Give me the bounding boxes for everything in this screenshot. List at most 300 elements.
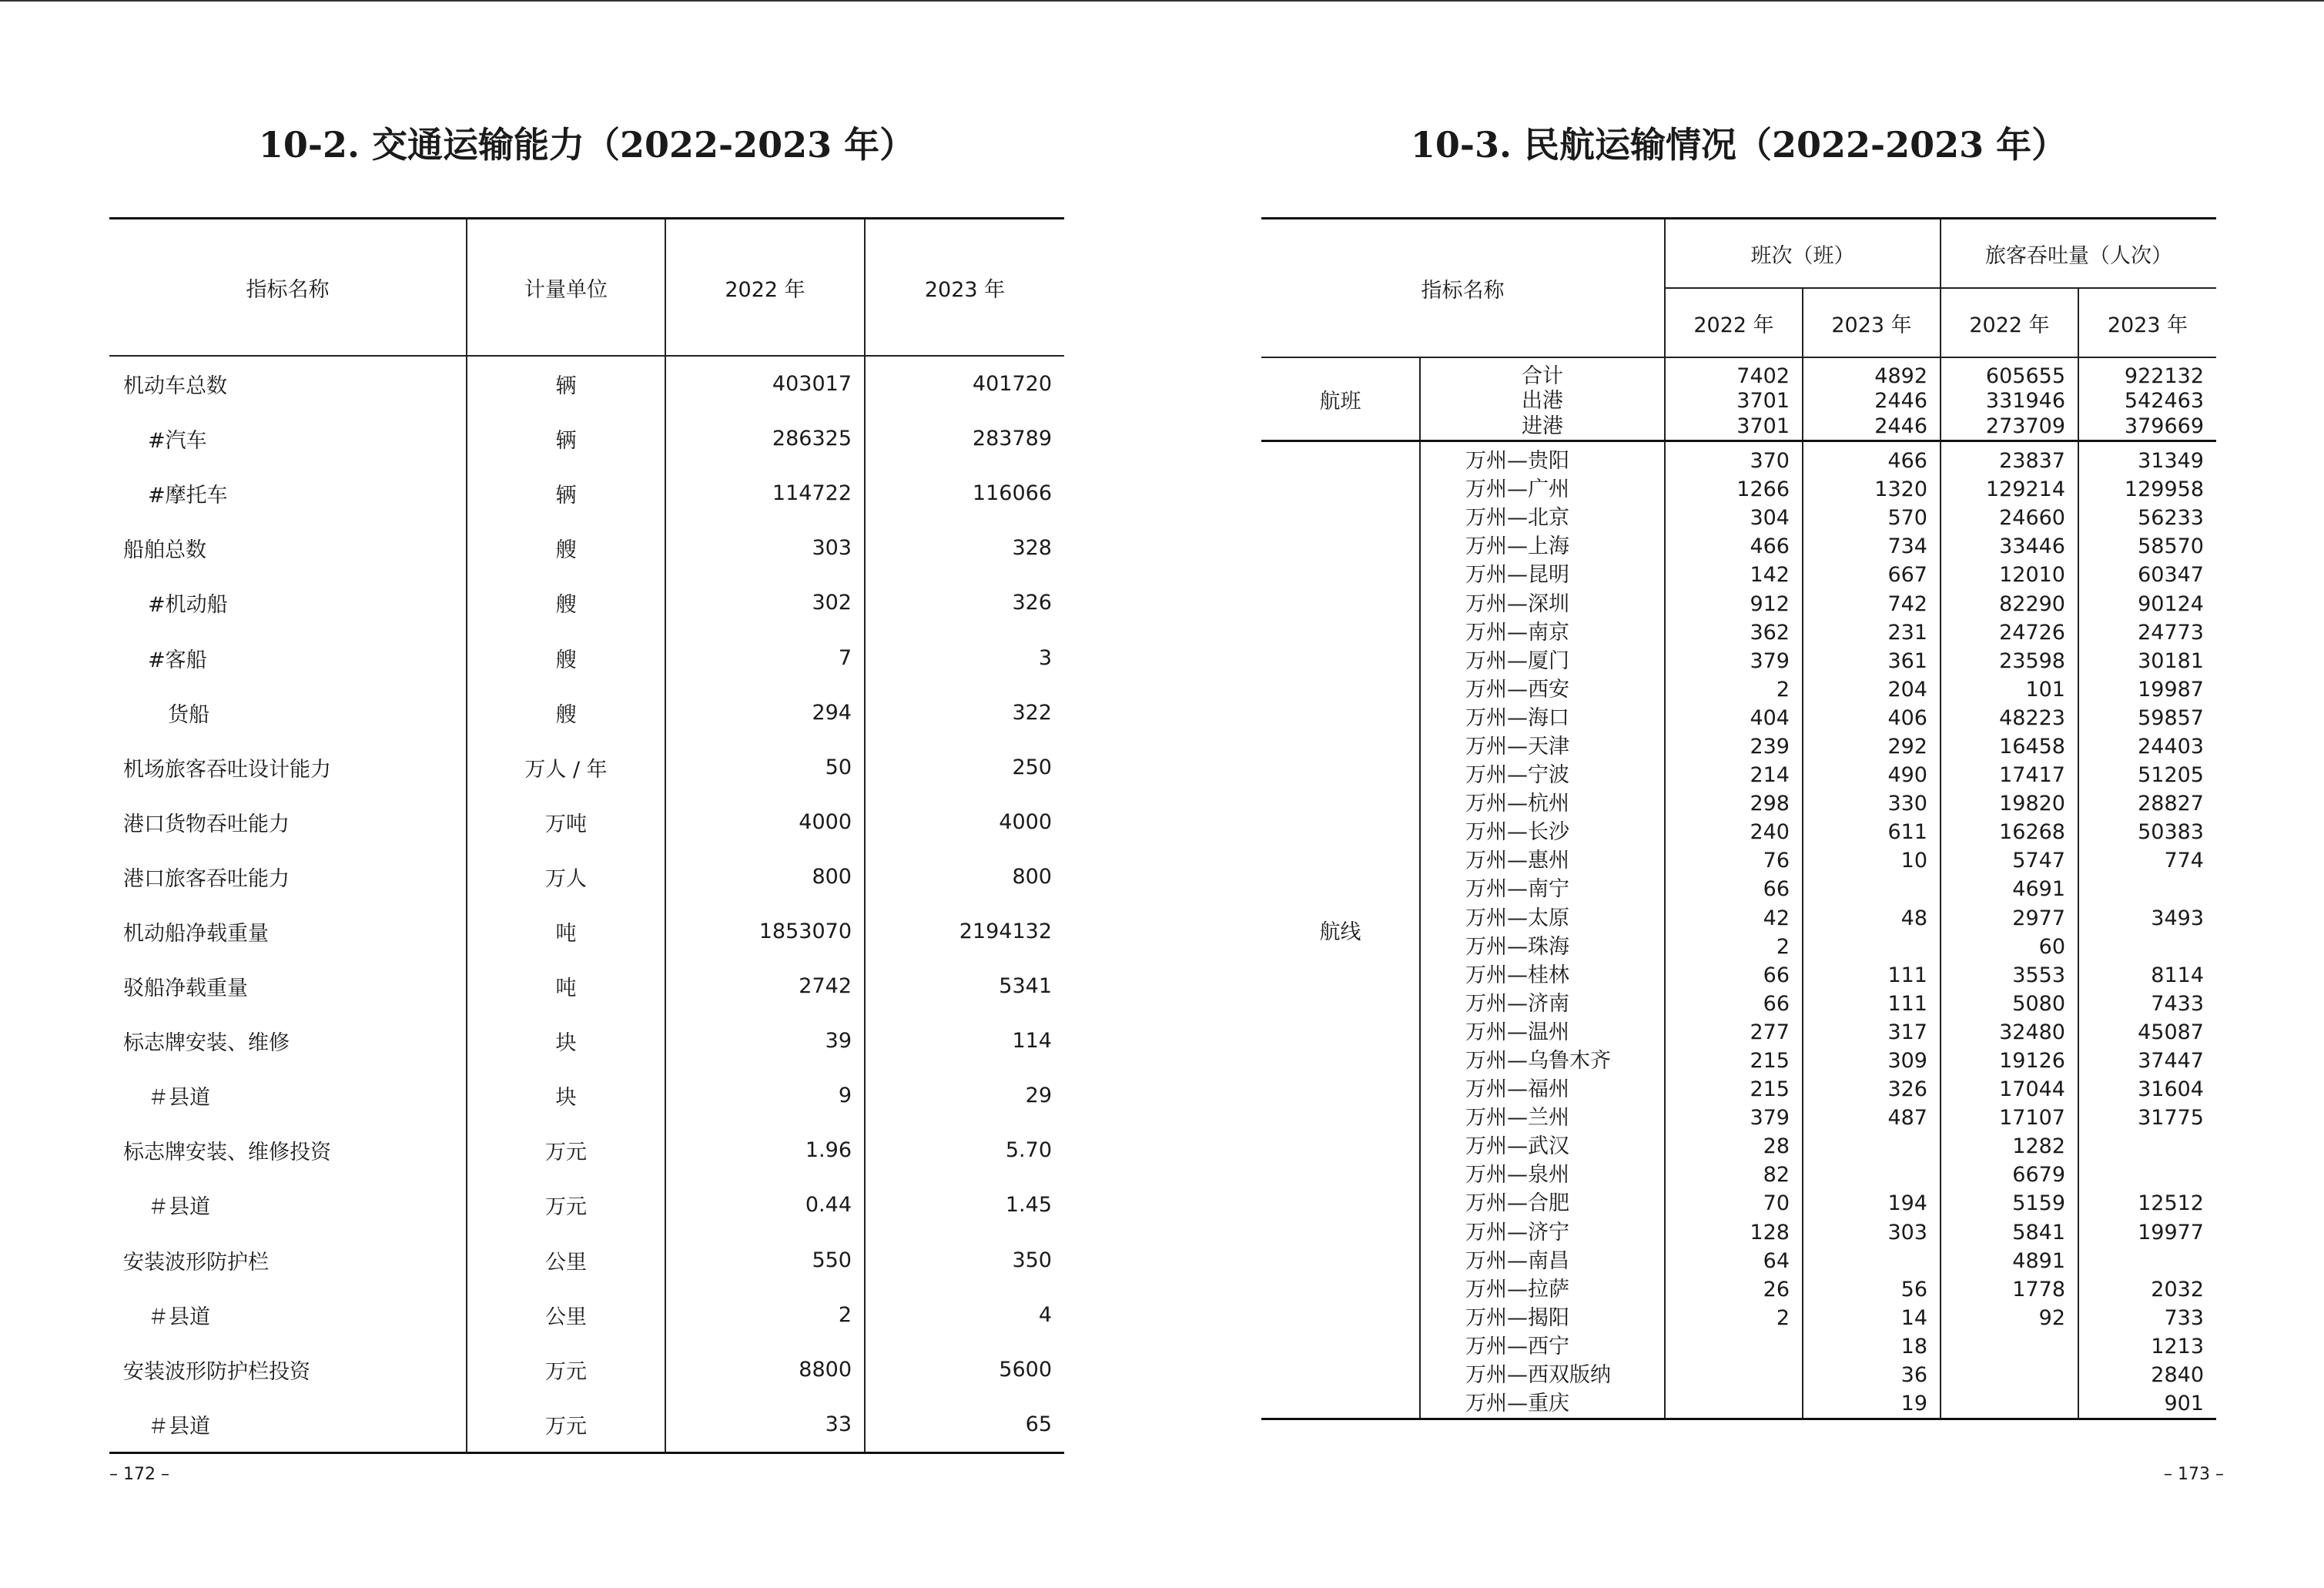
indicator-name: 驳船净载重量 [123,977,248,1001]
flights-2023 [1803,1132,1941,1161]
route-label: 万州—宁波 [1420,761,1665,789]
flights-2022: 239 [1665,732,1803,761]
indicator-name: 港口旅客吞吐能力 [123,866,290,891]
flights-2023: 14 [1803,1304,1941,1332]
table-row [109,1123,1064,1178]
passengers-2022: 3553 [1941,961,2078,990]
passengers-2022: 33446 [1941,532,2078,561]
value-2022: 50 [665,740,865,795]
indicator-name: 货船 [168,702,209,727]
value-2023: 326 [865,575,1064,630]
route-label: 万州—广州 [1420,475,1665,504]
passengers-2022 [1941,1361,2078,1389]
flights-2023: 204 [1803,675,1941,704]
passengers-2023: 2032 [2078,1275,2216,1304]
passengers-2023: 1213 [2078,1332,2216,1361]
unit-cell: 艘 [467,575,665,630]
route-label: 万州—南宁 [1420,875,1665,903]
passengers-2023: 19987 [2078,675,2216,704]
passengers-2022: 101 [1941,675,2078,704]
flights-2022: 28 [1665,1132,1803,1161]
table-row [109,1397,1064,1453]
unit-cell: 艘 [467,685,665,740]
passengers-2023: 58570 [2078,532,2216,561]
passengers-2023: 774 [2078,846,2216,875]
passengers-2023: 7433 [2078,990,2216,1018]
indicator-name: #机动船 [148,593,228,618]
unit-cell: 万元 [467,1397,665,1453]
value-2023: 250 [865,740,1064,795]
value-2023: 29 [865,1068,1064,1123]
passengers-2023: 51205 [2078,761,2216,789]
value-2022: 114722 [665,466,865,521]
flights-2022: 142 [1665,561,1803,589]
passengers-2023: 30181 [2078,647,2216,675]
table-row [109,959,1064,1013]
flights-2022: 70 [1665,1189,1803,1218]
passengers-2023: 901 [2078,1389,2216,1419]
category-flights: 航班 [1261,357,1420,441]
indicator-name: #摩托车 [148,484,228,508]
flights-2023: 36 [1803,1361,1941,1389]
unit-cell: 万人 / 年 [467,740,665,795]
route-label: 万州—济宁 [1420,1218,1665,1247]
passengers-2022: 24726 [1941,618,2078,647]
flights-2023: 231 [1803,618,1941,647]
flights-2023: 2446 [1803,414,1941,441]
passengers-2022: 23598 [1941,647,2078,675]
flights-2023 [1803,1161,1941,1189]
flights-2023: 490 [1803,761,1941,789]
unit-cell: 辆 [467,356,665,411]
indicator-name: 安装波形防护栏 [123,1250,269,1275]
table-row [109,1178,1064,1232]
flights-2023: 56 [1803,1275,1941,1304]
passengers-2023: 733 [2078,1304,2216,1332]
unit-cell: 吨 [467,959,665,1013]
page-number-right: – 173 – [2164,1465,2224,1484]
civil-aviation-body [1261,357,2216,1419]
value-2022: 1853070 [665,904,865,959]
transport-capacity-body [109,356,1064,1452]
flights-2023 [1803,1247,1941,1275]
passengers-2022: 16268 [1941,818,2078,846]
flights-2022: 215 [1665,1075,1803,1104]
value-2022: 39 [665,1013,865,1068]
flights-2023: 194 [1803,1189,1941,1218]
unit-cell: 吨 [467,904,665,959]
unit-cell: 块 [467,1068,665,1123]
route-label: 万州—海口 [1420,704,1665,732]
passengers-2022: 60 [1941,933,2078,961]
flights-2022: 379 [1665,647,1803,675]
passengers-2023: 379669 [2078,414,2216,441]
flights-2022: 66 [1665,990,1803,1018]
flights-2022: 2 [1665,933,1803,961]
route-label: 万州—太原 [1420,904,1665,933]
value-2022: 294 [665,685,865,740]
route-label: 万州—福州 [1420,1075,1665,1104]
passengers-2023 [2078,875,2216,903]
flights-2022: 370 [1665,441,1803,476]
unit-cell: 艘 [467,521,665,575]
passengers-2023: 37447 [2078,1047,2216,1075]
table-row [109,685,1064,740]
value-2022: 2 [665,1288,865,1342]
flights-2022 [1665,1389,1803,1419]
route-label: 万州—揭阳 [1420,1304,1665,1332]
flights-2022: 66 [1665,875,1803,903]
table-row [109,904,1064,959]
flights-2023: 111 [1803,990,1941,1018]
flights-2022: 466 [1665,532,1803,561]
indicator-name: 标志牌安装、维修投资 [123,1141,331,1165]
flights-2022: 26 [1665,1275,1803,1304]
flights-2023: 742 [1803,589,1941,618]
page-number-left: – 172 – [109,1465,169,1484]
value-2023: 322 [865,685,1064,740]
value-2022: 2742 [665,959,865,1013]
flights-2022: 404 [1665,704,1803,732]
unit-cell: 公里 [467,1288,665,1342]
flights-2023: 734 [1803,532,1941,561]
route-label: 万州—昆明 [1420,561,1665,589]
flights-2022: 3701 [1665,389,1803,414]
unit-cell: 万元 [467,1123,665,1178]
flights-2023: 570 [1803,504,1941,532]
route-label: 万州—西安 [1420,675,1665,704]
passengers-2022: 19820 [1941,789,2078,818]
flights-2023: 487 [1803,1104,1941,1132]
flights-2022 [1665,1332,1803,1361]
flights-2023: 303 [1803,1218,1941,1247]
passengers-2023: 542463 [2078,389,2216,414]
flights-2023: 330 [1803,789,1941,818]
table-row [1261,441,2216,476]
passengers-2022: 17044 [1941,1075,2078,1104]
table-row [109,630,1064,685]
passengers-2023: 28827 [2078,789,2216,818]
table-row [109,356,1064,411]
value-2023: 2194132 [865,904,1064,959]
table-row [1261,357,2216,389]
table-header-row [1261,219,2216,289]
passengers-2023: 922132 [2078,357,2216,389]
table-row [109,1233,1064,1288]
route-label: 万州—桂林 [1420,961,1665,990]
indicator-name: 机动船净载重量 [123,921,269,946]
indicator-name: 机动车总数 [123,374,227,399]
table-row [109,1013,1064,1068]
route-label: 万州—厦门 [1420,647,1665,675]
passengers-2022: 5159 [1941,1189,2078,1218]
table-row [109,411,1064,466]
passengers-2022: 92 [1941,1304,2078,1332]
table-row [109,740,1064,795]
unit-cell: 万元 [467,1342,665,1397]
passengers-2022: 273709 [1941,414,2078,441]
passengers-2023: 12512 [2078,1189,2216,1218]
value-2022: 33 [665,1397,865,1453]
route-label: 万州—拉萨 [1420,1275,1665,1304]
passengers-2023: 31349 [2078,441,2216,476]
flights-2023: 317 [1803,1018,1941,1047]
flights-2022: 215 [1665,1047,1803,1075]
passengers-2023: 50383 [2078,818,2216,846]
header-flights-2023: 2023 年 [1803,288,1941,357]
value-2023: 5341 [865,959,1064,1013]
route-label: 万州—深圳 [1420,589,1665,618]
unit-cell: 辆 [467,466,665,521]
passengers-2023 [2078,1132,2216,1161]
table-row [109,849,1064,904]
value-2023: 114 [865,1013,1064,1068]
table-row [109,521,1064,575]
left-table-title: 10-2. 交通运输能力（2022-2023 年） [258,124,916,166]
passengers-2023: 59857 [2078,704,2216,732]
flights-2023: 111 [1803,961,1941,990]
right-table-title: 10-3. 民航运输情况（2022-2023 年） [1410,124,2068,166]
flights-2022: 277 [1665,1018,1803,1047]
passengers-2022: 19126 [1941,1047,2078,1075]
passengers-2022: 5841 [1941,1218,2078,1247]
indicator-name: #汽车 [148,429,207,454]
route-label: 万州—天津 [1420,732,1665,761]
passengers-2023: 8114 [2078,961,2216,990]
flight-row-label: 进港 [1420,414,1665,441]
flights-2023 [1803,933,1941,961]
value-2023: 1.45 [865,1178,1064,1232]
flights-2022: 214 [1665,761,1803,789]
passengers-2022: 17417 [1941,761,2078,789]
route-label: 万州—西宁 [1420,1332,1665,1361]
value-2023: 4000 [865,795,1064,849]
passengers-2023: 24403 [2078,732,2216,761]
flights-2022: 128 [1665,1218,1803,1247]
route-label: 万州—温州 [1420,1018,1665,1047]
value-2022: 9 [665,1068,865,1123]
flights-2022: 7402 [1665,357,1803,389]
value-2023: 65 [865,1397,1064,1453]
route-label: 万州—杭州 [1420,789,1665,818]
passengers-2022: 129214 [1941,475,2078,504]
route-label: 万州—珠海 [1420,933,1665,961]
route-label: 万州—南京 [1420,618,1665,647]
passengers-2023: 56233 [2078,504,2216,532]
passengers-2023: 31775 [2078,1104,2216,1132]
passengers-2023: 31604 [2078,1075,2216,1104]
header-passengers-2023: 2023 年 [2078,288,2216,357]
route-label: 万州—南昌 [1420,1247,1665,1275]
value-2022: 7 [665,630,865,685]
table-row [109,1342,1064,1397]
table-row [109,466,1064,521]
passengers-2022 [1941,1389,2078,1419]
flights-2023: 611 [1803,818,1941,846]
value-2023: 116066 [865,466,1064,521]
passengers-2022: 24660 [1941,504,2078,532]
passengers-2022: 5080 [1941,990,2078,1018]
flights-2023: 19 [1803,1389,1941,1419]
unit-cell: 公里 [467,1233,665,1288]
passengers-2022: 48223 [1941,704,2078,732]
route-label: 万州—武汉 [1420,1132,1665,1161]
flight-row-label: 出港 [1420,389,1665,414]
passengers-2023 [2078,1247,2216,1275]
value-2023: 5.70 [865,1123,1064,1178]
flights-2022: 2 [1665,1304,1803,1332]
header-2022: 2022 年 [665,219,865,357]
flights-2022: 1266 [1665,475,1803,504]
route-label: 万州—泉州 [1420,1161,1665,1189]
passengers-2022: 4891 [1941,1247,2078,1275]
passengers-2022: 1282 [1941,1132,2078,1161]
table-header-row [109,219,1064,357]
flights-2023: 18 [1803,1332,1941,1361]
route-label: 万州—乌鲁木齐 [1420,1047,1665,1075]
indicator-name: 港口货物吞吐能力 [123,812,290,836]
unit-cell: 万元 [467,1178,665,1232]
route-label: 万州—长沙 [1420,818,1665,846]
passengers-2023: 24773 [2078,618,2216,647]
indicator-name: #客船 [148,648,207,672]
value-2023: 5600 [865,1342,1064,1397]
passengers-2022: 1778 [1941,1275,2078,1304]
unit-cell: 块 [467,1013,665,1068]
route-label: 万州—惠州 [1420,846,1665,875]
route-label: 万州—重庆 [1420,1389,1665,1419]
flights-2022: 3701 [1665,414,1803,441]
passengers-2023: 129958 [2078,475,2216,504]
unit-cell: 万吨 [467,795,665,849]
value-2023: 4 [865,1288,1064,1342]
passengers-2023: 45087 [2078,1018,2216,1047]
flights-2023: 326 [1803,1075,1941,1104]
route-label: 万州—北京 [1420,504,1665,532]
value-2023: 800 [865,849,1064,904]
value-2022: 4000 [665,795,865,849]
passengers-2022: 605655 [1941,357,2078,389]
passengers-2022: 6679 [1941,1161,2078,1189]
flights-2022: 42 [1665,904,1803,933]
value-2022: 0.44 [665,1178,865,1232]
value-2022: 302 [665,575,865,630]
flights-2023: 309 [1803,1047,1941,1075]
route-label: 万州—合肥 [1420,1189,1665,1218]
flights-2023: 406 [1803,704,1941,732]
passengers-2023: 60347 [2078,561,2216,589]
flights-2022: 304 [1665,504,1803,532]
flights-2022: 240 [1665,818,1803,846]
passengers-2022: 2977 [1941,904,2078,933]
flights-2022: 76 [1665,846,1803,875]
indicator-name: 标志牌安装、维修 [123,1031,290,1056]
passengers-2022: 23837 [1941,441,2078,476]
table-row [109,575,1064,630]
header-indicator-name: 指标名称 [1261,219,1665,358]
flights-2022: 66 [1665,961,1803,990]
header-passengers-group: 旅客吞吐量（人次） [1941,219,2216,289]
passengers-2023: 2840 [2078,1361,2216,1389]
value-2023: 328 [865,521,1064,575]
flights-2022: 64 [1665,1247,1803,1275]
flights-2023 [1803,875,1941,903]
table-row [109,1288,1064,1342]
flights-2023: 4892 [1803,357,1941,389]
passengers-2022: 12010 [1941,561,2078,589]
passengers-2022: 82290 [1941,589,2078,618]
header-indicator-name: 指标名称 [109,219,467,357]
flight-row-label: 合计 [1420,357,1665,389]
indicator-name: 机场旅客吞吐设计能力 [123,757,331,782]
header-passengers-2022: 2022 年 [1941,288,2078,357]
indicator-name: 船舶总数 [123,538,206,563]
passengers-2023: 19977 [2078,1218,2216,1247]
header-flights-group: 班次（班） [1665,219,1941,289]
table-row [109,1068,1064,1123]
page-top-border [0,0,2324,2]
indicator-name: ＃县道 [148,1195,210,1220]
flights-2023: 2446 [1803,389,1941,414]
passengers-2022: 32480 [1941,1018,2078,1047]
route-label: 万州—西双版纳 [1420,1361,1665,1389]
flights-2023: 466 [1803,441,1941,476]
flights-2022: 362 [1665,618,1803,647]
flights-2022: 379 [1665,1104,1803,1132]
route-label: 万州—济南 [1420,990,1665,1018]
passengers-2023: 90124 [2078,589,2216,618]
header-2023: 2023 年 [865,219,1064,357]
route-label: 万州—贵阳 [1420,441,1665,476]
category-routes: 航线 [1319,920,1361,945]
indicator-name: ＃县道 [148,1305,210,1329]
passengers-2022: 5747 [1941,846,2078,875]
unit-cell: 万人 [467,849,665,904]
header-flights-2022: 2022 年 [1665,288,1803,357]
table-row [109,795,1064,849]
indicator-name: ＃县道 [148,1414,210,1439]
value-2023: 283789 [865,411,1064,466]
passengers-2023: 3493 [2078,904,2216,933]
passengers-2022: 16458 [1941,732,2078,761]
header-unit: 计量单位 [467,219,665,357]
unit-cell: 艘 [467,630,665,685]
flights-2023: 1320 [1803,475,1941,504]
passengers-2023 [2078,1161,2216,1189]
route-label: 万州—兰州 [1420,1104,1665,1132]
flights-2023: 48 [1803,904,1941,933]
value-2022: 286325 [665,411,865,466]
flights-2023: 292 [1803,732,1941,761]
passengers-2022: 17107 [1941,1104,2078,1132]
value-2022: 550 [665,1233,865,1288]
flights-2023: 667 [1803,561,1941,589]
value-2022: 800 [665,849,865,904]
passengers-2022: 4691 [1941,875,2078,903]
route-label: 万州—上海 [1420,532,1665,561]
value-2023: 401720 [865,356,1064,411]
unit-cell: 辆 [467,411,665,466]
value-2022: 403017 [665,356,865,411]
value-2022: 303 [665,521,865,575]
flights-2022: 82 [1665,1161,1803,1189]
passengers-2022 [1941,1332,2078,1361]
flights-2022: 912 [1665,589,1803,618]
flights-2023: 10 [1803,846,1941,875]
flights-2022: 2 [1665,675,1803,704]
transport-capacity-table [109,217,1064,1454]
passengers-2022: 331946 [1941,389,2078,414]
